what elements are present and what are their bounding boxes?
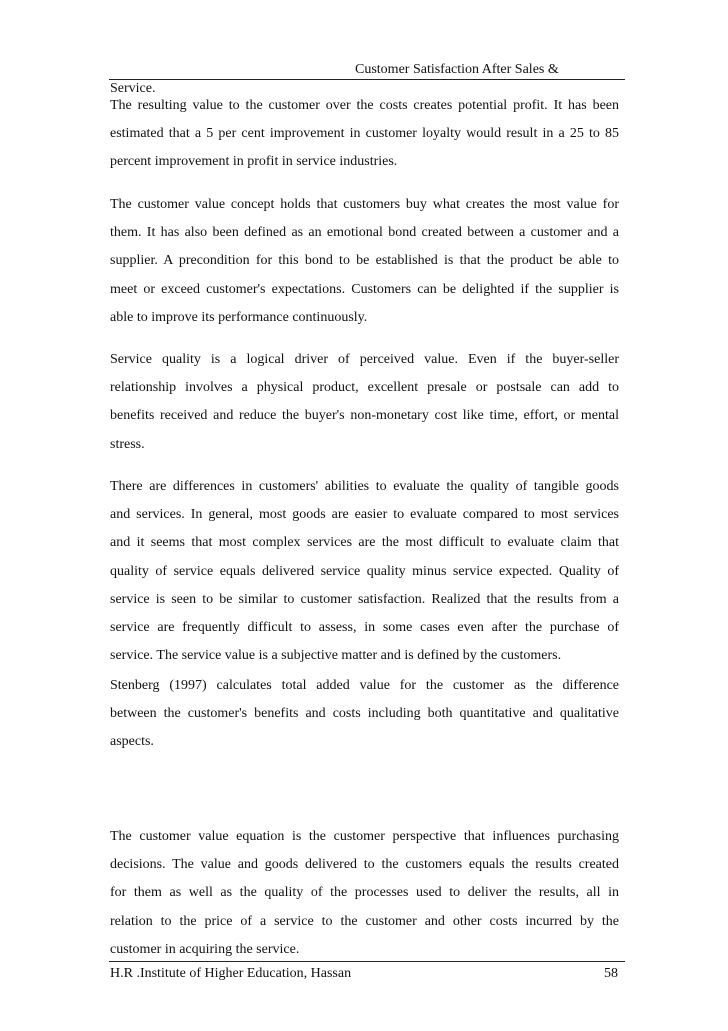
page-number: 58 xyxy=(604,966,618,981)
paragraph-line: able to improve its performance continuously. xyxy=(110,309,368,325)
paragraph-line: stress. xyxy=(110,436,145,452)
paragraph-6 xyxy=(110,823,619,964)
running-header-title: Customer Satisfaction After Sales & xyxy=(355,62,559,77)
paragraph-line: meet or exceed customer's expectations. Customers can be delighted if the supplier is xyxy=(110,281,619,297)
paragraph-1 xyxy=(110,92,619,177)
paragraph-line: service. The service value is a subjective matter and is defined by the customers. xyxy=(110,648,562,664)
paragraph-line: and services. In general, most goods are easier to evaluate compared to most services xyxy=(110,507,619,523)
paragraph-line: benefits received and reduce the buyer's non-monetary cost like time, effort, or mental xyxy=(110,408,619,424)
paragraph-line: The resulting value to the customer over the costs creates potential profit. It has been xyxy=(110,98,619,113)
paragraph-2 xyxy=(110,191,619,332)
paragraph-line: There are differences in customers' abilities to evaluate the quality of tangible goods xyxy=(110,479,619,494)
paragraph-line: The customer value equation is the customer perspective that influences purchasing xyxy=(110,829,619,844)
footer-divider xyxy=(109,961,625,962)
paragraph-line: The customer value concept holds that customers buy what creates the most value for xyxy=(110,197,619,212)
paragraph-line: service is seen to be similar to customer satisfaction. Realized that the results from a xyxy=(110,591,619,607)
paragraph-line: percent improvement in profit in service industries. xyxy=(110,154,398,170)
paragraph-line: estimated that a 5 per cent improvement in customer loyalty would result in a 25 to 85 xyxy=(110,126,619,142)
paragraph-line: Stenberg (1997) calculates total added value for the customer as the difference xyxy=(110,678,619,693)
paragraph-line: decisions. The value and goods delivered to the customers equals the results created xyxy=(110,857,619,873)
paragraph-line: supplier. A precondition for this bond to be established is that the product be able to xyxy=(110,253,619,269)
paragraph-line: aspects. xyxy=(110,734,154,750)
running-header-title-continued: Service. xyxy=(110,81,156,96)
paragraph-line: and it seems that most complex services are the most difficult to evaluate claim that xyxy=(110,535,619,551)
paragraph-line: for them as well as the quality of the processes used to deliver the results, all in xyxy=(110,885,619,901)
paragraph-line: them. It has also been defined as an emotional bond created between a customer and a xyxy=(110,225,619,241)
paragraph-line: Service quality is a logical driver of perceived value. Even if the buyer-seller xyxy=(110,352,619,367)
paragraph-line: quality of service equals delivered service quality minus service expected. Quality of xyxy=(110,563,619,579)
paragraph-line: relation to the price of a service to the customer and other costs incurred by the xyxy=(110,913,619,929)
paragraph-5 xyxy=(110,672,619,757)
header-divider xyxy=(109,79,625,80)
paragraph-4 xyxy=(110,473,619,670)
footer-institution: H.R .Institute of Higher Education, Hassan xyxy=(110,966,352,981)
paragraph-line: service are frequently difficult to assess, in some cases even after the purchase of xyxy=(110,620,619,636)
paragraph-line: customer in acquiring the service. xyxy=(110,941,300,957)
paragraph-line: between the customer's benefits and costs including both quantitative and qualitative xyxy=(110,706,619,722)
paragraph-3 xyxy=(110,346,619,459)
paragraph-line: relationship involves a physical product, excellent presale or postsale can add to xyxy=(110,380,619,396)
